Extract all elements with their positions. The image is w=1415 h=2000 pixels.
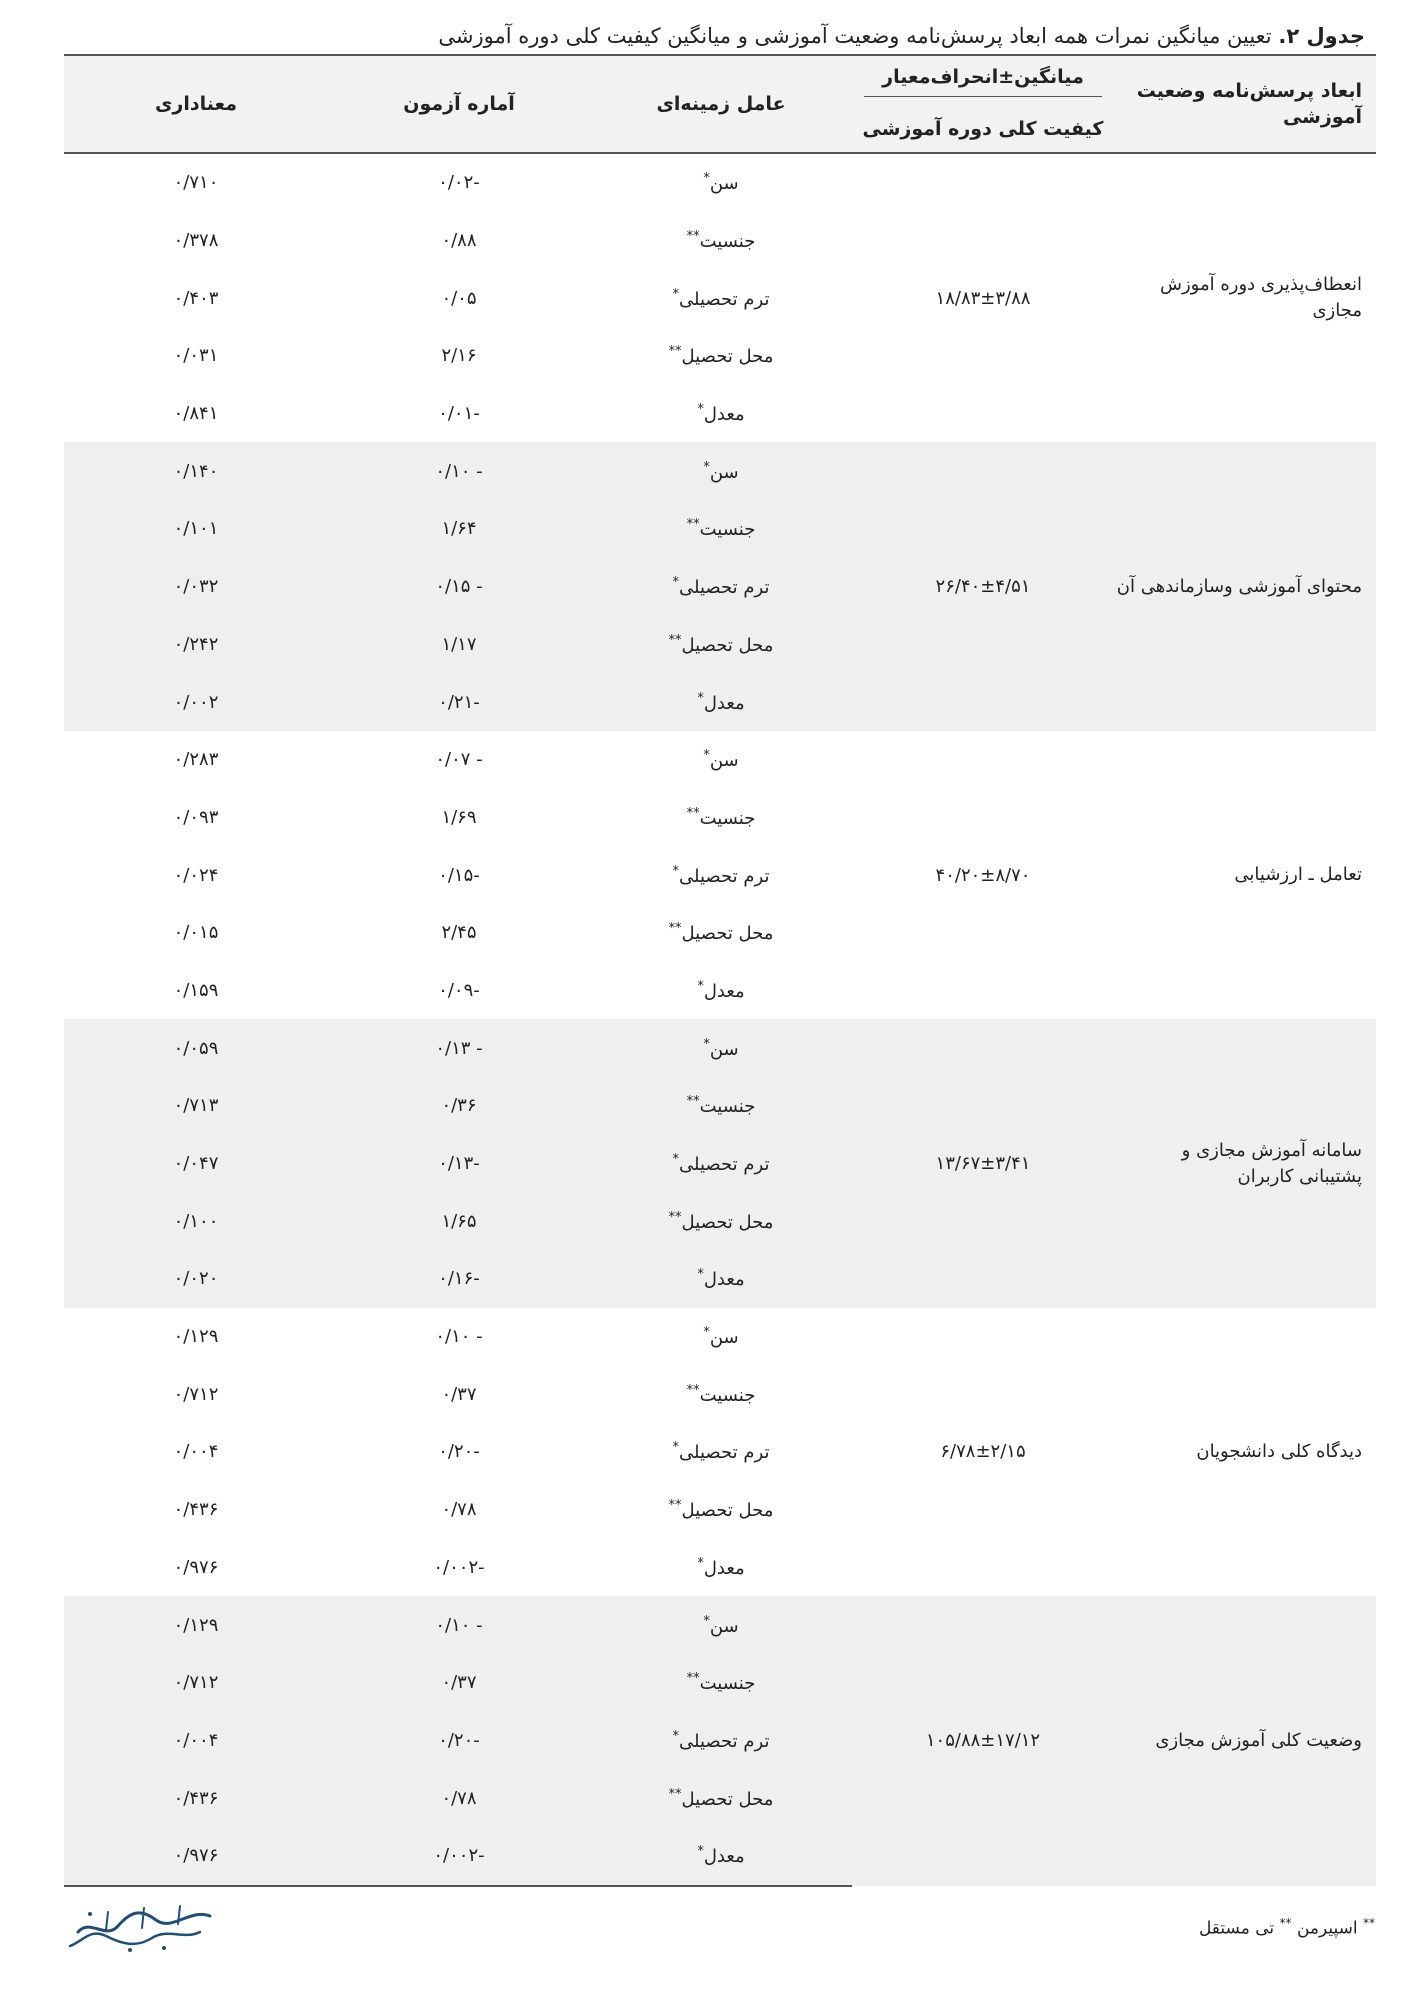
- factor-label: معدل: [703, 404, 745, 426]
- significance-cell: ۰/۱۲۹: [173, 1326, 219, 1348]
- header-mean-sd-label: میانگین±انحراف‌معیار: [864, 66, 1102, 97]
- significance-cell: ۰/۱۵۹: [173, 979, 219, 1001]
- mean-sd-cell: ۱۸/۸۳±۳/۸۸: [935, 287, 1031, 309]
- factor-label: جنسیت: [699, 519, 756, 541]
- factor-cell: [590, 153, 852, 212]
- factor-label: معدل: [703, 1557, 745, 1579]
- factor-label: ترم تحصیلی: [679, 1154, 770, 1176]
- statistic-cell: ۰/۳۷: [441, 1383, 477, 1405]
- factor-label: سن: [709, 173, 739, 195]
- significance-cell: ۰/۷۱۲: [173, 1383, 219, 1405]
- factor-test-mark: **: [668, 921, 682, 937]
- factor-cell: [590, 1539, 852, 1597]
- significance-cell: ۰/۹۷۶: [173, 1556, 219, 1578]
- factor-label: محل تحصیل: [681, 346, 774, 368]
- footnote-independent-t: تی مستقل: [1198, 1918, 1275, 1939]
- statistic-cell: - ۰/۰۷: [435, 749, 483, 771]
- factor-cell: [590, 327, 852, 385]
- factor-test-mark: *: [672, 1152, 680, 1168]
- statistic-cell: -۰/۲۰: [438, 1441, 480, 1463]
- factor-test-mark: **: [686, 1671, 700, 1687]
- factor-cell: [590, 731, 852, 789]
- factor-test-mark: *: [697, 1267, 704, 1283]
- factor-label: محل تحصیل: [681, 634, 774, 656]
- factor-test-mark: *: [697, 1844, 704, 1860]
- factor-test-mark: **: [686, 229, 700, 245]
- mean-sd-cell: ۱۳/۶۷±۳/۴۱: [852, 1019, 1114, 1307]
- factor-cell: [590, 1827, 852, 1886]
- results-table-container: [64, 54, 1376, 1887]
- factor-label: سن: [709, 461, 739, 483]
- factor-label: ترم تحصیلی: [679, 865, 770, 887]
- factor-cell: [590, 1135, 852, 1193]
- factor-cell: [590, 212, 852, 270]
- factor-cell: [590, 1365, 852, 1423]
- factor-test-mark: **: [668, 1498, 682, 1514]
- statistic-cell: -۰/۰۰۲: [328, 1827, 590, 1886]
- factor-test-mark: *: [672, 863, 680, 879]
- factor-cell: [590, 1308, 852, 1366]
- factor-label: ترم تحصیلی: [679, 1442, 770, 1464]
- significance-cell: ۰/۰۰۴: [173, 1441, 219, 1463]
- factor-cell: [590, 1712, 852, 1770]
- header-mean-sd: [852, 55, 1114, 106]
- factor-cell: [590, 904, 852, 962]
- factor-cell: [590, 1077, 852, 1135]
- statistic-cell: - ۰/۱۰: [328, 1596, 590, 1654]
- factor-cell: [590, 789, 852, 847]
- significance-cell: ۰/۱۰۱: [64, 500, 328, 558]
- table-row: [64, 153, 1376, 212]
- dimension-cell: وضعیت کلی آموزش مجازی: [1114, 1596, 1376, 1885]
- factor-test-mark: *: [672, 575, 680, 591]
- factor-label: ترم تحصیلی: [679, 1730, 770, 1752]
- factor-test-mark: *: [672, 286, 680, 302]
- factor-test-mark: *: [703, 1036, 710, 1052]
- statistic-cell: -۰/۰۲: [438, 172, 480, 194]
- table-body: [64, 153, 1376, 1886]
- significance-cell: ۰/۲۸۳: [173, 749, 219, 771]
- factor-test-mark: **: [668, 344, 682, 360]
- factor-cell: [590, 616, 852, 674]
- table-row: [64, 731, 1376, 789]
- significance-cell: ۰/۱۰۰: [64, 1192, 328, 1250]
- caption-text: تعیین میانگین نمرات همه ابعاد پرسش‌نامه وضعیت آموزشی و میانگین کیفیت کلی دوره آموزشی: [438, 24, 1279, 48]
- header-overall-quality: کیفیت کلی دوره آموزشی: [852, 106, 1114, 153]
- header-statistic: آماره آزمون: [328, 55, 590, 153]
- factor-label: ترم تحصیلی: [679, 288, 770, 310]
- statistic-cell: -۰/۰۹: [438, 979, 480, 1001]
- factor-cell: [590, 962, 852, 1020]
- significance-cell: ۰/۰۹۳: [173, 806, 219, 828]
- statistic-cell: ۰/۸۸: [441, 230, 477, 252]
- factor-test-mark: **: [686, 517, 700, 533]
- factor-test-mark: **: [668, 1786, 682, 1802]
- significance-cell: ۰/۳۷۸: [173, 230, 219, 252]
- dimension-cell: تعامل ـ ارزشیابی: [1234, 864, 1362, 886]
- factor-label: محل تحصیل: [681, 1211, 774, 1233]
- statistic-cell: -۰/۲۰: [328, 1712, 590, 1770]
- factor-test-mark: *: [697, 402, 704, 418]
- significance-cell: ۰/۸۴۱: [173, 403, 219, 425]
- significance-cell: ۰/۰۱۵: [173, 922, 219, 944]
- statistic-cell: ۱/۶۹: [441, 806, 477, 828]
- statistic-cell: ۱/۶۵: [328, 1192, 590, 1250]
- table-row: [64, 1308, 1376, 1366]
- mean-sd-cell: ۶/۷۸±۲/۱۵: [940, 1441, 1026, 1463]
- header-dimension: ابعاد پرسش‌نامه وضعیت آموزشی: [1114, 55, 1376, 153]
- factor-test-mark: *: [703, 748, 710, 764]
- header-significance: معناداری: [64, 55, 328, 153]
- factor-label: معدل: [703, 1269, 745, 1291]
- factor-label: معدل: [703, 980, 745, 1002]
- significance-cell: ۰/۷۱۰: [173, 172, 219, 194]
- factor-cell: [590, 1192, 852, 1250]
- factor-label: محل تحصیل: [681, 1500, 774, 1522]
- footnote-mark-1: **: [1363, 1916, 1375, 1930]
- significance-cell: ۰/۰۲۰: [64, 1250, 328, 1308]
- factor-label: جنسیت: [699, 1096, 756, 1118]
- statistic-cell: ۰/۳۶: [328, 1077, 590, 1135]
- significance-cell: ۰/۱۲۹: [64, 1596, 328, 1654]
- factor-test-mark: *: [703, 1613, 710, 1629]
- factor-label: محل تحصیل: [681, 923, 774, 945]
- factor-label: جنسیت: [699, 1384, 756, 1406]
- factor-test-mark: **: [686, 1382, 700, 1398]
- journal-logo: [60, 1898, 220, 1958]
- table-row: [64, 442, 1376, 500]
- statistic-cell: - ۰/۱۵: [328, 558, 590, 616]
- table-row: [64, 1596, 1376, 1654]
- factor-label: سن: [709, 750, 739, 772]
- factor-cell: [590, 385, 852, 443]
- statistic-cell: - ۰/۱۳: [328, 1019, 590, 1077]
- statistic-cell: ۱/۶۴: [328, 500, 590, 558]
- factor-cell: [590, 1250, 852, 1308]
- factor-cell: [590, 1596, 852, 1654]
- factor-cell: [590, 673, 852, 731]
- factor-cell: [590, 500, 852, 558]
- factor-test-mark: *: [697, 1555, 704, 1571]
- significance-cell: ۰/۷۱۳: [64, 1077, 328, 1135]
- factor-cell: [590, 442, 852, 500]
- statistic-cell: - ۰/۱۰: [435, 1326, 483, 1348]
- factor-test-mark: *: [703, 1325, 710, 1341]
- factor-label: ترم تحصیلی: [679, 577, 770, 599]
- significance-cell: ۰/۰۳۱: [173, 345, 219, 367]
- factor-test-mark: **: [668, 632, 682, 648]
- factor-test-mark: *: [703, 459, 710, 475]
- factor-test-mark: *: [672, 1728, 680, 1744]
- significance-cell: ۰/۰۳۲: [64, 558, 328, 616]
- statistic-cell: -۰/۰۰۲: [433, 1556, 485, 1578]
- factor-cell: [590, 1654, 852, 1712]
- dimension-cell: انعطاف‌پذیری دوره آموزش مجازی: [1160, 274, 1362, 322]
- significance-cell: ۰/۰۰۴: [64, 1712, 328, 1770]
- statistic-cell: -۰/۰۱: [438, 403, 480, 425]
- table-row: [64, 1019, 1376, 1077]
- statistic-cell: -۰/۲۱: [328, 673, 590, 731]
- factor-label: سن: [709, 1327, 739, 1349]
- factor-cell: [590, 846, 852, 904]
- significance-cell: ۰/۴۰۳: [173, 287, 219, 309]
- statistic-cell: ۲/۴۵: [441, 922, 477, 944]
- significance-cell: ۰/۴۳۶: [64, 1769, 328, 1827]
- factor-label: محل تحصیل: [681, 1788, 774, 1810]
- significance-cell: ۰/۰۰۲: [64, 673, 328, 731]
- table-header: [64, 55, 1376, 153]
- statistic-cell: - ۰/۱۰: [328, 442, 590, 500]
- table-caption: [200, 24, 1365, 58]
- table-footnote: [875, 1916, 1375, 1939]
- factor-label: جنسیت: [699, 231, 756, 253]
- dimension-cell: دیدگاه کلی دانشجویان: [1196, 1440, 1362, 1462]
- mean-sd-cell: ۱۰۵/۸۸±۱۷/۱۲: [852, 1596, 1114, 1885]
- factor-test-mark: **: [668, 1209, 682, 1225]
- statistic-cell: ۱/۱۷: [328, 616, 590, 674]
- factor-label: معدل: [703, 692, 745, 714]
- factor-cell: [590, 1769, 852, 1827]
- factor-cell: [590, 558, 852, 616]
- significance-cell: ۰/۷۱۲: [64, 1654, 328, 1712]
- factor-test-mark: *: [672, 1440, 680, 1456]
- factor-cell: [590, 1423, 852, 1481]
- footnote-mark-2: **: [1279, 1916, 1292, 1930]
- caption-label: جدول ۲.: [1278, 24, 1365, 48]
- statistic-cell: ۰/۷۸: [441, 1499, 477, 1521]
- factor-label: معدل: [703, 1846, 745, 1868]
- dimension-cell: محتوای آموزشی وسازماندهی آن: [1114, 442, 1376, 730]
- significance-cell: ۰/۴۳۶: [173, 1499, 219, 1521]
- factor-test-mark: *: [697, 690, 704, 706]
- significance-cell: ۰/۰۴۷: [64, 1135, 328, 1193]
- results-table: [64, 54, 1376, 1887]
- factor-test-mark: **: [686, 1094, 700, 1110]
- factor-test-mark: *: [703, 171, 710, 187]
- significance-cell: ۰/۲۴۲: [64, 616, 328, 674]
- factor-cell: [590, 1019, 852, 1077]
- mean-sd-cell: ۴۰/۲۰±۸/۷۰: [935, 864, 1031, 886]
- factor-label: سن: [709, 1038, 739, 1060]
- dimension-cell: سامانه آموزش مجازی و پشتیبانی کاربران: [1114, 1019, 1376, 1307]
- factor-label: سن: [709, 1615, 739, 1637]
- significance-cell: ۰/۱۴۰: [64, 442, 328, 500]
- statistic-cell: ۲/۱۶: [441, 345, 477, 367]
- statistic-cell: ۰/۳۷: [328, 1654, 590, 1712]
- factor-label: جنسیت: [699, 807, 756, 829]
- factor-label: جنسیت: [699, 1673, 756, 1695]
- header-factor: عامل زمینه‌ای: [590, 55, 852, 153]
- significance-cell: ۰/۹۷۶: [64, 1827, 328, 1886]
- statistic-cell: -۰/۱۶: [328, 1250, 590, 1308]
- statistic-cell: ۰/۰۵: [441, 287, 477, 309]
- factor-cell: [590, 269, 852, 327]
- statistic-cell: ۰/۷۸: [328, 1769, 590, 1827]
- statistic-cell: -۰/۱۵: [438, 864, 480, 886]
- factor-test-mark: **: [686, 805, 700, 821]
- significance-cell: ۰/۰۲۴: [173, 864, 219, 886]
- footnote-spearman: اسپیرمن: [1296, 1918, 1358, 1939]
- significance-cell: ۰/۰۵۹: [64, 1019, 328, 1077]
- factor-test-mark: *: [697, 978, 704, 994]
- mean-sd-cell: ۲۶/۴۰±۴/۵۱: [852, 442, 1114, 730]
- factor-cell: [590, 1481, 852, 1539]
- statistic-cell: -۰/۱۳: [328, 1135, 590, 1193]
